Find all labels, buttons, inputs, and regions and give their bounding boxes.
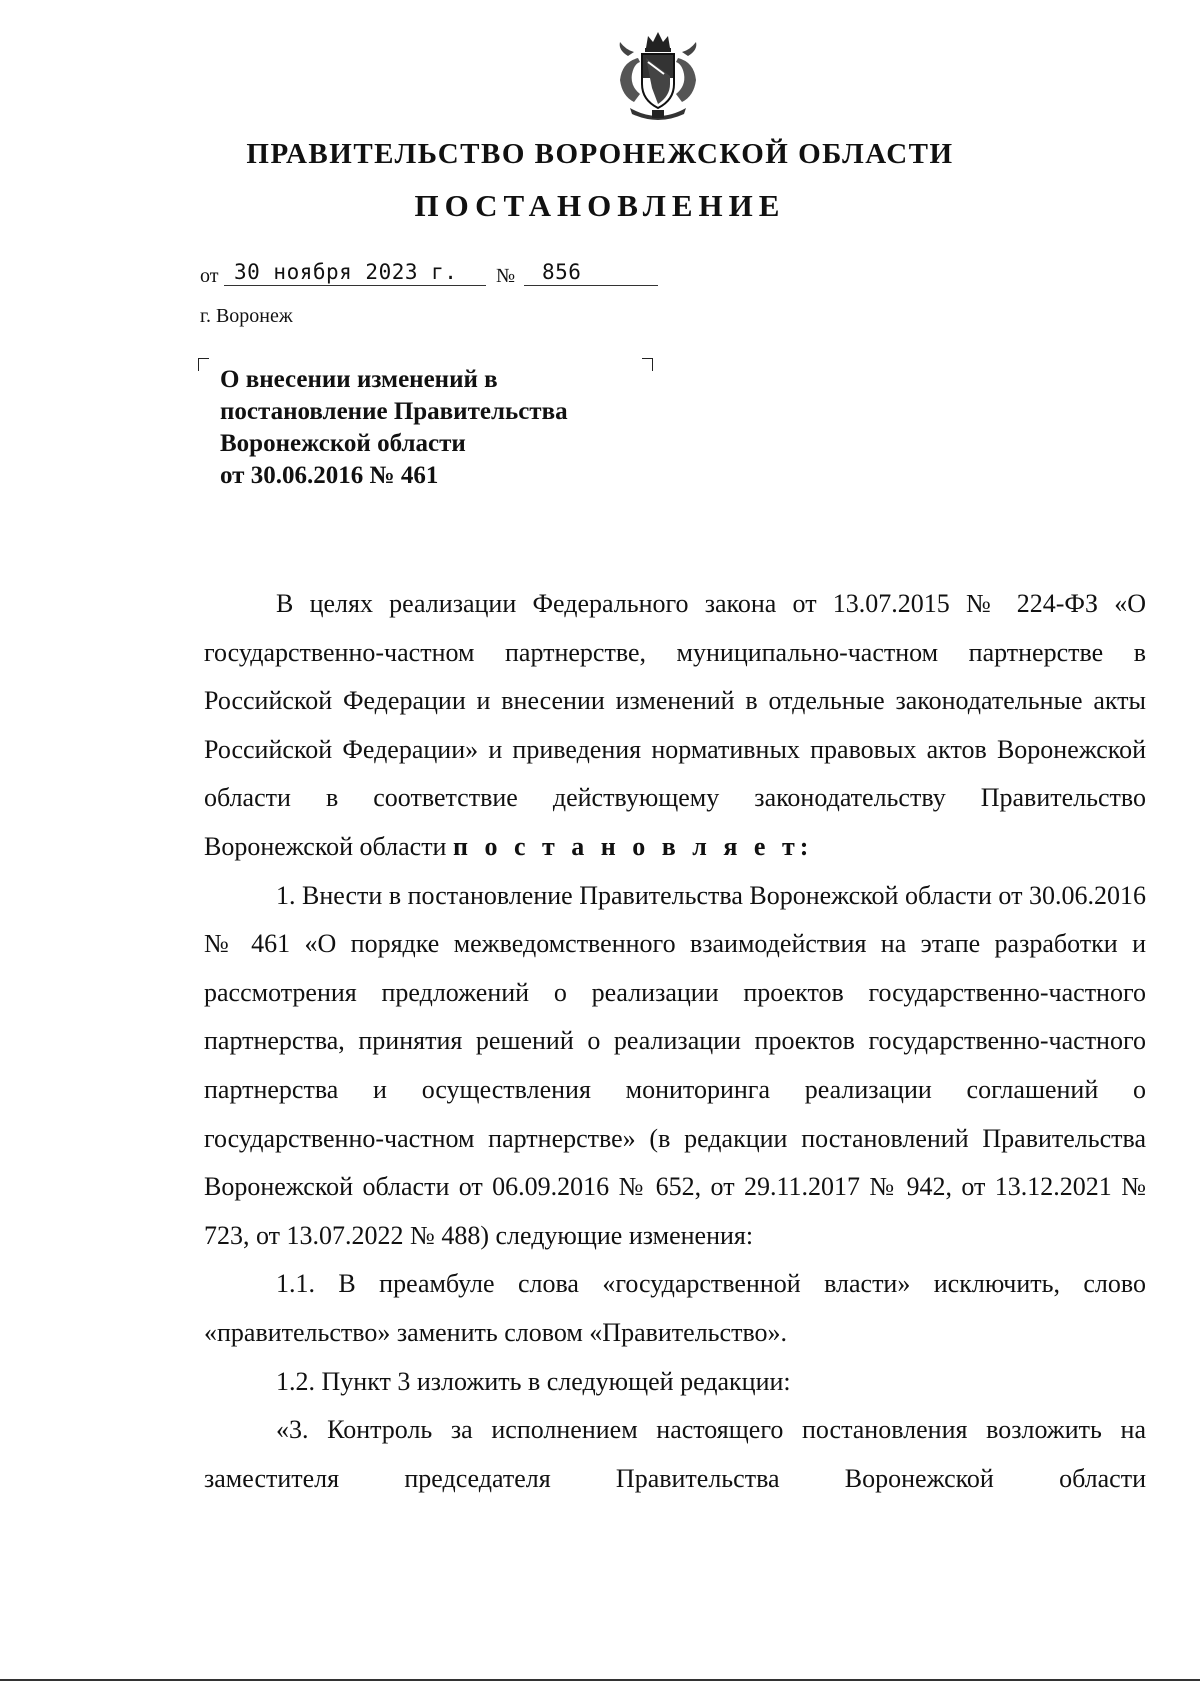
organization-title: ПРАВИТЕЛЬСТВО ВОРОНЕЖСКОЙ ОБЛАСТИ xyxy=(246,138,954,170)
subject-line: от 30.06.2016 № 461 xyxy=(220,462,439,489)
date-underline xyxy=(224,285,486,286)
paragraph-1-2: 1.2. Пункт 3 изложить в следующей редакции: xyxy=(276,1366,791,1396)
paragraph-1-1: 1.1. В преамбуле слова «государственной власти» исключить, слово «правительство» заменить словом «Правительство». xyxy=(204,1269,1146,1347)
subject-corner-left xyxy=(198,358,209,371)
paragraph-3-quote: «3. Контроль за исполнением настоящего постановления возложить на заместителя председателя Правительства Воронежской области xyxy=(204,1415,1146,1493)
number-underline xyxy=(524,285,658,286)
subject-line: О внесении изменений в xyxy=(220,366,498,393)
voronezh-coat-of-arms-icon xyxy=(608,28,708,124)
preamble-text: В целях реализации Федерального закона от 13.07.2015 № 224-ФЗ «О государственно-частном партнерстве, муниципально-частном партнерстве в Российской Федерации и внесении изменений в отдельные законодательные акты Российской Федерации» и приведения нормативных правовых актов Воронежской области в соответствие действующему законодательству Правительство Воронежской области xyxy=(204,589,1146,861)
preamble-paragraph xyxy=(204,580,1146,872)
number-label: № xyxy=(496,265,516,287)
resolves-word: п о с т а н о в л я е т: xyxy=(452,831,814,861)
document-type-title: ПОСТАНОВЛЕНИЕ xyxy=(414,188,786,223)
subject-line: Воронежской области xyxy=(220,430,466,457)
paragraph-1: 1. Внести в постановление Правительства Воронежской области от 30.06.2016 № 461 «О порядке межведомственного взаимодействия на этапе разработки и рассмотрения предложений о реализации проектов государственно-частного партнерства, принятия решений о реализации проектов государственно-частного партнерства и осуществления мониторинга реализации соглашений о государственно-частном партнерстве» (в редакции постановлений Правительства Воронежской области от 06.09.2016 № 652, от 29.11.2017 № 942, от 13.12.2021 № 723, от 13.07.2022 № 488) следующие изменения: xyxy=(204,880,1146,1250)
subject-line: постановление Правительства xyxy=(220,398,568,425)
date-from-label: от xyxy=(200,265,219,287)
document-number: 856 xyxy=(542,260,582,284)
city-name: г. Воронеж xyxy=(200,305,293,327)
document-subject xyxy=(220,364,650,492)
date-number-line xyxy=(200,252,660,292)
document-body xyxy=(204,580,1146,1503)
page-bottom-rule xyxy=(0,1679,1200,1681)
document-date: 30 ноября 2023 г. xyxy=(234,260,458,284)
